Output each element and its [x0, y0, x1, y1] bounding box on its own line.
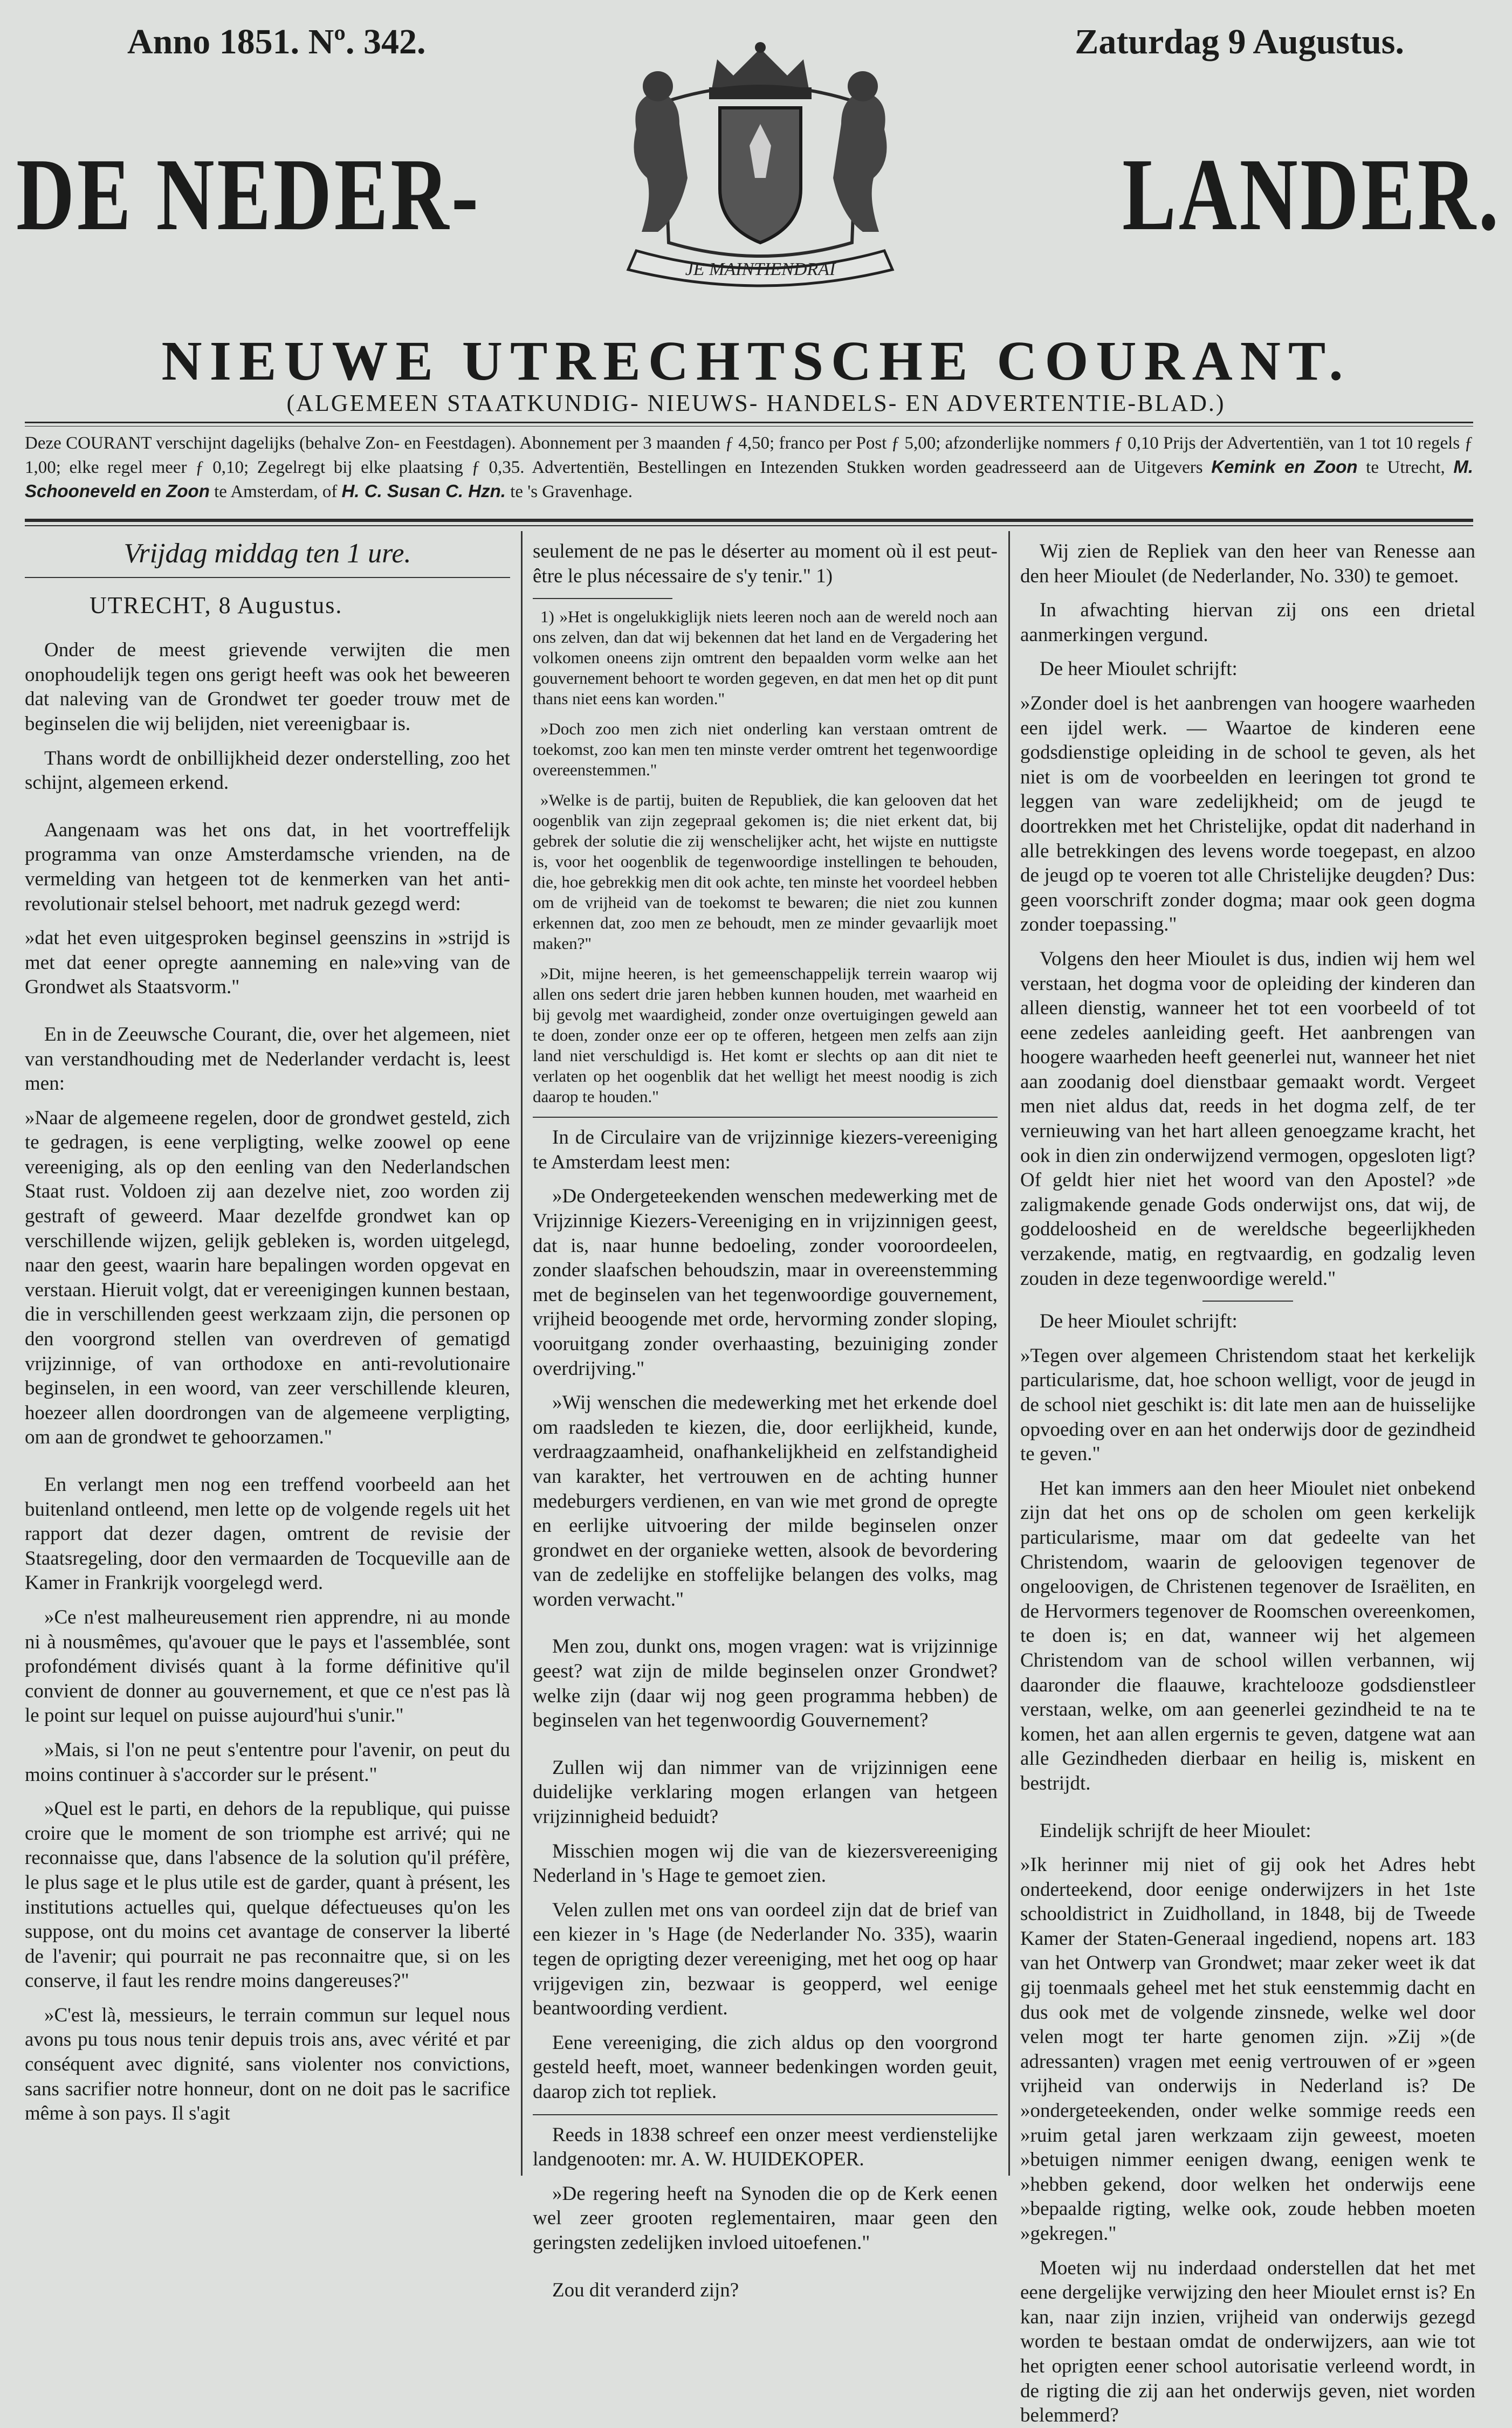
section-rule [533, 2114, 998, 2115]
header-rule-thin [25, 426, 1473, 427]
article-paragraph: Aangenaam was het ons dat, in het voortreffelijk programma van onze Amsterdamsche vrienden, na de vermelding van hetgeen tot de kenmerken van het anti-revolutionair stelsel behoort, met nadruk gezegd werd: [25, 818, 510, 915]
footnote: »Dit, mijne heeren, is het gemeenschappelijk terrein waarop wij allen ons sedert drie jaren hebben kunnen houden, met waarheid en bij gevolg met waardigheid, zonder onze overtuigingen geweld aan te doen, zonder onze eer op te offeren, hetgeen men zelfs aan zijn land niet verschuldigd is. Het komt er slechts op aan dit niet te verlaten op het oogenblik dat het welligt het meest noodig is zich daarop te houden." [533, 964, 998, 1106]
issue-date: Zaturdag 9 Augustus. [1075, 22, 1404, 61]
footnote: »Doch zoo men zich niet onderling kan verstaan omtrent de toekomst, zoo kan men ten minste verder omtrent het tegenwoordige overeenstemmen." [533, 719, 998, 780]
article-paragraph: Velen zullen met ons van oordeel zijn dat de brief van een kiezer in 's Hage (de Nederlander No. 335), waarin tegen de oprigting dezer vereeniging, met het oog op haar vrijgevigen zin, bezwaar is geopperd, wel eenige beantwoording verdient. [533, 1899, 998, 2020]
masthead-left: DE NEDER- [16, 137, 481, 252]
article-paragraph: Reeds in 1838 schreef een onzer meest verdienstelijke landgenooten: mr. A. W. HUIDEKOPER. [533, 2123, 998, 2171]
royal-coat-of-arms-icon [599, 38, 922, 302]
quote-paragraph: »Naar de algemeene regelen, door de grondwet gesteld, zich te gedragen, is eene verpligting, welke zoowel op eene vereeniging, als op den eenling van den Nederlandschen Staat rust. Voldoen zij aan dezelve niet, zoo worden zij gestraft of geweerd. Maar dezelfde grondwet kan op verschillende wijzen, gelijk gebleken is, worden uitgelegd, naar den geest, waarin hare bepalingen worden opgevat en verstaan. Hieruit volgt, dat er vereenigingen kunnen bestaan, die in verschillenden geest werkzaam zijn, die personen op den voorgrond stellen van overdreven of gematigd vrijzinnige, of van orthodoxe en anti-revolutionaire beginselen, in een woord, van zeer verschillende kleuren, hoezeer allen doordrongen van de algemeene verpligting, om aan de grondwet te gehoorzamen." [25, 1106, 511, 1449]
article-paragraph: Men zou, dunkt ons, mogen vragen: wat is vrijzinnige geest? wat zijn de milde beginselen onzer Grondwet? welke zijn (daar wij nog geen programma hebben) de beginselen van het tegenwoordig Gouvernement? [533, 1635, 998, 1732]
article-paragraph: Eindelijk schrijft de heer Mioulet: [1040, 1819, 1311, 1842]
quote-paragraph: »Mais, si l'on ne peut s'ententre pour l'avenir, on peut du moins continuer à s'accorder sur le présent." [25, 1738, 510, 1786]
quote-paragraph: »C'est là, messieurs, le terrain commun sur lequel nous avons pu tous nous tenir depuis trois ans, avec vérité et par conséquent avec dignité, sans violenter nos convictions, sans sacrifier notre honneur, dont on ne doit pas le sacrifice même à son pays. Il s'agit [25, 2004, 510, 2125]
quote-paragraph: »dat het even uitgesproken beginsel geenszins in »strijd is met dat eener opregte aanneming en nale»ving van de Grondwet als Staatsvorm." [25, 927, 510, 999]
article-paragraph: Misschien mogen wij die van de kiezersvereeniging Nederland in 's Hage te gemoet zien. [533, 1840, 998, 1887]
subscription-notice: Deze COURANT verschijnt dagelijks (behalve Zon- en Feestdagen). Abonnement per 3 maanden ƒ 4,50; franco per Post ƒ 5,00; afzonderlijke nommers ƒ 0,10 Prijs der Advertentiën, van 1 tot 10 regels ƒ 1,00; elke regel meer ƒ 0,10; Zegelregt bij elke plaatsing ƒ 0,35. Advertentiën, Bestellingen en Intezenden Stukken worden geadresseerd aan de Uitgevers Kemink en Zoon te Utrecht, M. Schooneveld en Zoon te Amsterdam, of H. C. Susan C. Hzn. te 's Gravenhage. [25, 434, 1474, 501]
article-paragraph: De heer Mioulet schrijft: [1040, 1310, 1238, 1333]
footnote: 1) »Het is ongelukkiglijk niets leeren noch aan de wereld noch aan ons zelven, dan dat wij bekennen dat het land en de Vergadering het volkomen oneens zijn omtrent den bepaalden vorm welke aan het gouvernement behoort te worden gegeven, en dat men het op dit punt thans niet eens kan worden." [533, 607, 998, 709]
article-paragraph: En verlangt men nog een treffend voorbeeld aan het buitenland ontleend, men lette op de volgende regels uit het rapport dat dezer dagen, omtrent de revisie der Staatsregeling, door den vermaarden de Tocqueville aan de Kamer in Frankrijk voorgelegd werd. [25, 1474, 510, 1594]
column-1 [25, 539, 510, 2168]
quote-paragraph: »Zonder doel is het aanbrengen van hoogere waarheden een ijdel werk. — Waartoe de kinderen eene godsdienstige opleiding in de school te geven, als het niet is om de voorbeelden en leeringen tot grond te leggen van ware zedelijkheid; om de jeugd te doortrekken met het Christelijke, opdat dit naderhand in alle betrekkingen des levens worde toegepast, en alzoo de jeugd op te voeren tot alle Christelijke deugden? Dus: geen voorschrift zonder dogma; maar ook geen dogma zonder toepassing." [1020, 692, 1475, 936]
dateline: Vrijdag middag ten 1 ure. [123, 538, 411, 569]
article-paragraph: Het kan immers aan den heer Mioulet niet onbekend zijn dat het ons op de scholen om geen kerkelijk particularisme, maar om dat gedeelte van het Christendom, waarin de geloovigen tegenover de ongeloovigen, de Christenen tegenover de Israëliten, en de Hervormers tegenover de Roomschen overeenkomen, te doen is; en dat, wanneer wij het algemeen Christendom van de school willen verbannen, wij daaronder die flaauwe, krachtelooze godsdienstleer verstaan, welke, om aan geenerlei gezindheid te na te komen, het aan allen ergernis te geven, datgene wat aan alle Gezindheden dierbaar en heilig is, miskent en bestrijdt. [1020, 1477, 1475, 1794]
publisher-susan: H. C. Susan C. Hzn. [341, 481, 506, 501]
column-divider-2 [1008, 531, 1010, 2176]
publisher-kemink: Kemink en Zoon [1211, 457, 1358, 477]
article-paragraph: Zou dit veranderd zijn? [552, 2279, 739, 2301]
footnote-rule [533, 598, 672, 599]
place-heading: UTRECHT, 8 Augustus. [90, 591, 343, 618]
header-rule [25, 422, 1473, 423]
publisher-schooneveld: M. Schooneveld en Zoon [25, 457, 1474, 501]
article-paragraph: In afwachting hiervan zij ons een drietal aanmerkingen vergund. [1020, 599, 1475, 646]
notice-rule [25, 519, 1473, 522]
quote-paragraph: »De regering heeft na Synoden die op de Kerk eenen wel zeer grooten reglementairen, maar geen den geringsten zedelijken invloed uitoefenen." [533, 2182, 998, 2254]
newspaper-tagline: (ALGEMEEN STAATKUNDIG- NIEUWS- HANDELS- EN ADVERTENTIE-BLAD.) [286, 390, 1226, 416]
section-rule [1202, 1301, 1294, 1302]
article-paragraph: En in de Zeeuwsche Courant, die, over het algemeen, niet van verstandhouding met de Nederlander verdacht is, leest men: [25, 1023, 510, 1095]
section-rule [25, 577, 510, 578]
article-paragraph: Eene vereeniging, die zich aldus op den voorgrond gesteld heeft, moet, wanneer bedenkingen worden geuit, daarop zich tot repliek. [533, 2031, 998, 2103]
article-paragraph: Wij zien de Repliek van den heer van Renesse aan den heer Mioulet (de Nederlander, No. 330) te gemoet. [1020, 540, 1475, 587]
footnote: »Welke is de partij, buiten de Republiek, die kan gelooven dat het oogenblik van zijn zegepraal gekomen is; die niet erkent dat, bij gebrek der solutie die zij wenschelijker acht, het wijste en nuttigste is, voor het oogenblik de tegenwoordige instellingen te behouden, die, hoe gebrekkig men dit ook achte, ten minste het voordeel hebben om de vrijheid van de toekomst te bewaren; die niet zou kunnen erkennen dat, zoo men ze behoudt, men ze minder gevaarlijk moet maken?" [533, 790, 998, 953]
article-paragraph: In de Circulaire van de vrijzinnige kiezers-vereeniging te Amsterdam leest men: [533, 1126, 998, 1173]
article-paragraph: Thans wordt de onbillijkheid dezer onderstelling, zoo het schijnt, algemeen erkend. [25, 747, 510, 794]
quote-paragraph: »Quel est le parti, en dehors de la republique, qui puisse croire que le moment de son triomphe est arrivé; qui ne reconnaisse que, dans l'absence de la solution qu'il préfère, le plus sage et le plus utile est de garder, quant à présent, les institutions actuelles qui, quelque défectueuses qu'on les suppose, ont du moins cet avantage de conserver la liberté de l'avenir; qui pourrait ne pas reconnaitre que, si on les conserve, il faut les rendre moins dangereuses?" [25, 1798, 510, 1992]
quote-paragraph: »Tegen over algemeen Christendom staat het kerkelijk particularisme, dat, hoe schoon welligt, voor de jeugd in de school niet geschikt is: dit late men aan de huisselijke opvoeding over en aan het onderwijs door de gezindheid te geven." [1020, 1344, 1475, 1466]
article-paragraph: seulement de ne pas le déserter au moment où il est peut-être le plus nécessaire de s'y tenir." 1) [533, 540, 998, 587]
masthead-right: LANDER. [1122, 137, 1501, 252]
notice-rule-thin [25, 525, 1473, 526]
quote-paragraph: »Ce n'est malheureusement rien apprendre, ni au monde ni à nousmêmes, qu'avouer que le pays et l'assemblée, sont profondément divisés quant à la forme définitive qu'il convient de donner au gouvernement, et que ce n'est pas là le point sur lequel on puisse aujourd'hui s'unir." [25, 1606, 510, 1727]
quote-paragraph: »Ik herinner mij niet of gij ook het Adres hebt onderteekend, door eenige onderwijzers in het 1ste schooldistrict in Zuidholland, in 1848, bij de Tweede Kamer der Staten-Generaal ingediend, nopens art. 183 van het Ontwerp van Grondwet; maar zeker weet ik dat gij toenmaals geheel met het stuk eenstemmig dacht en dus ook met de volgende zinsnede, welke wel door velen mogt ter harte genomen zijn. »Zij »(de adressanten) vragen met eenig vertrouwen of er »geen vrijheid van onderwijs in Nederland is? De »ondergeteekenden, onder welke sommige reeds een »ruim getal jaren werkzaam zijn geweest, moeten »betuigen nimmer eenigen dwang, eenigen wenk te »hebben gekend, door welken het onderwijs eene »bepaalde rigting, welke ook, zoude hebben moeten »gekregen." [1020, 1854, 1475, 2245]
quote-paragraph: »De Ondergeteekenden wenschen medewerking met de Vrijzinnige Kiezers-Vereeniging en in vrijzinnigen geest, dat is, naar hunne bedoeling, zonder vooroordeelen, zonder slaafschen behoudszin, maar in overeenstemming met de beginselen van het tegenwoordige gouvernement, vrijheid beoogende met orde, hervorming zonder sloping, vooruitgang zonder overhaasting, bezuiniging zonder overdrijving." [533, 1185, 998, 1380]
crest-motto: JE MAINTIENDRAI [685, 259, 836, 279]
column-2 [533, 539, 998, 2301]
column-3 [1020, 539, 1475, 2427]
article-paragraph: Zullen wij dan nimmer van de vrijzinnigen eene duidelijke verklaring mogen erlangen van hetgeen vrijzinnigheid beduidt? [533, 1756, 998, 1828]
article-paragraph: De heer Mioulet schrijft: [1040, 658, 1238, 680]
column-divider-1 [521, 531, 523, 2176]
quote-paragraph: »Wij wenschen die medewerking met het erkende doel om raadsleden te kiezen, die, door eerlijkheid, kunde, verdraagzaamheid, onafhankelijkheid en zelfstandigheid van karakter, het vertrouwen en de achting hunner medeburgers verdienen, en van wie met grond de opregte en eerlijke uitvoering der milde beginselen onzer grondwet en der organieke wetten, alsook de bevordering van de zedelijke en stoffelijke belangen des volks, mag worden verwacht." [533, 1392, 998, 1611]
section-rule [533, 1117, 998, 1118]
newspaper-subtitle: NIEUWE UTRECHTSCHE COURANT. [161, 330, 1351, 392]
article-paragraph: Onder de meest grievende verwijten die men onophoudelijk tegen ons gerigt heeft was ook het beweeren dat naleving van de Grondwet ter goeder trouw met de beginselen die wij belijden, niet vereenigbaar is. [25, 639, 510, 735]
article-paragraph: Volgens den heer Mioulet is dus, indien wij hem wel verstaan, het dogma voor de opleiding der kinderen dan alleen dienstig, wanneer het tot een voorbeeld of tot eene zedeles aanleiding geeft. Het aanbrengen van hoogere waarheden heeft geenerlei nut, wanneer het niet aan zoodanig doel dienstbaar gemaakt wordt. Vergeet men niet aldus dat, reeds in het dogma zelf, de ter vernieuwing van het hart alleen genoegzame kracht, het ook in dien zin onderwijzend vermogen, opgesloten ligt? Of geldt hier niet het woord van den Apostel? »de zaligmakende genade Gods onderwijst ons, dat wij, de goddeloosheid en de wereldsche begeerlijkheden verzakende, matig, en regtvaardig, en godzalig leven zouden in deze tegenwoordige wereld." [1020, 947, 1475, 1290]
article-paragraph: Moeten wij nu inderdaad onderstellen dat het met eene dergelijke verwijzing den heer Mioulet ernst is? En kan, naar zijn inzien, vrijheid van onderwijs gezegd worden te bestaan omdat de onderwijzers, aan wie tot het oprigten eener school autorisatie verleend wordt, in de rigting die zij aan het onderwijs geven, niet worden belemmerd? [1020, 2257, 1475, 2427]
issue-number: Anno 1851. Nº. 342. [127, 22, 426, 61]
